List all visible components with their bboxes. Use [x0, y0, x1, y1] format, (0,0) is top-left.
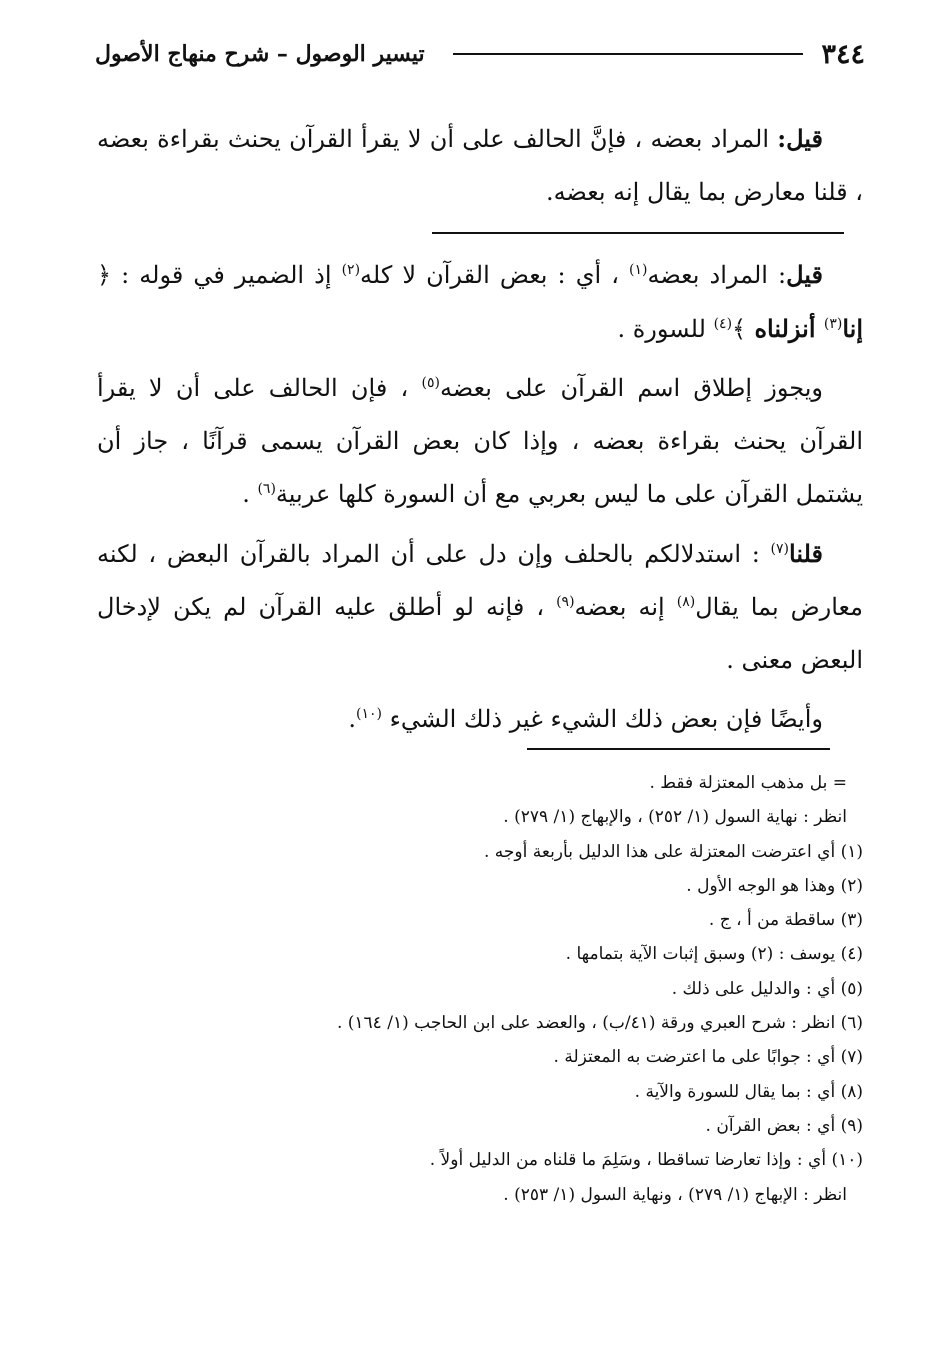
footnote-ref: (٥)	[421, 375, 440, 391]
footnote-separator	[527, 748, 830, 750]
qil-label: قيل	[786, 260, 823, 289]
footnote-ref: (٤)	[713, 316, 733, 332]
commentary-paragraph-4: وأيضًا فإن بعض ذلك الشيء غير ذلك الشيء $^{(١٠)}$.	[348, 705, 823, 733]
quran-bracket-open: ﴿	[97, 261, 112, 289]
footnote-item: انظر : نهاية السول (١/ ٢٥٢) ، والإبهاج (١/ ٢٧٩) .	[503, 807, 847, 828]
footnote-item: (٦) انظر : شرح العبري ورقة (٤١/ب) ، والعضد على ابن الحاجب (١/ ١٦٤) .	[336, 1013, 863, 1034]
footnote-ref: (٧)	[770, 541, 790, 557]
quran-verse: إنا	[842, 314, 863, 343]
commentary-paragraph-2: ويجوز إطلاق اسم القرآن على بعضه$^{(٥)}$ ، فإن الحالف على أن لا يقرأ القرآن يحنث بقراءة بعضه ، وإذا كان بعض القرآن يسمى قرآنًا ، جاز أن يشتمل القرآن على ما ليس بعربي مع أن السورة كلها عربية$^{(٦)}$ .	[97, 374, 863, 508]
footnote-ref: (٩)	[556, 594, 575, 610]
book-title: تيسير الوصول – شرح منهاج الأصول	[95, 41, 425, 67]
matn-separator	[432, 232, 844, 234]
quran-bracket-close: ﴾	[732, 315, 747, 343]
footnote-item: (٩) أي : بعض القرآن .	[705, 1115, 863, 1136]
matn-text	[97, 112, 863, 219]
footnote-ref: (٢)	[341, 262, 361, 278]
footnote-item: (١) أي اعترضت المعتزلة على هذا الدليل بأربعة أوجه .	[483, 841, 863, 862]
footnote-item: = بل مذهب المعتزلة فقط .	[649, 773, 847, 793]
header-rule	[453, 53, 804, 55]
footnote-ref: (٨)	[676, 594, 696, 610]
footnote-item: (٢) وهذا هو الوجه الأول .	[686, 875, 863, 896]
footnote-item: (٧) أي : جوابًا على ما اعترضت به المعتزلة .	[553, 1047, 863, 1068]
matn-label: قيل:	[777, 124, 823, 153]
footnotes	[190, 766, 863, 1212]
footnote-ref: (٣)	[823, 316, 843, 332]
footnote-item: (١٠) أي : وإذا تعارضا تساقطا ، وسَلِمَ ما قلناه من الدليل أولاً .	[429, 1150, 863, 1171]
footnote-item: (٤) يوسف : (٢) وسبق إثبات الآية بتمامها .	[565, 944, 863, 965]
commentary-paragraph-3: قلنا$^{(٧)}$ : استدلالكم بالحلف وإن دل على أن المراد بالقرآن البعض ، لكنه معارض بما يقال$^{(٨)}$ إنه بعضه$^{(٩)}$ ، فإنه لو أطلق عليه القرآن لم يكن لإدخال البعض معنى .	[97, 539, 863, 674]
matn-body: المراد بعضه ، فإنَّ الحالف على أن لا يقرأ القرآن يحنث بقراءة بعضه ، قلنا معارض بما يقال إنه بعضه.	[97, 125, 863, 206]
footnote-ref: (٦)	[257, 481, 276, 497]
footnote-item: (٨) أي : بما يقال للسورة والآية .	[634, 1081, 863, 1102]
qulna-label: قلنا	[789, 539, 823, 568]
commentary	[97, 248, 863, 746]
footnote-ref: (١)	[629, 262, 648, 278]
page-number: ٣٤٤	[821, 38, 865, 70]
footnote-item: (٣) ساقطة من أ ، ج .	[708, 910, 863, 931]
footnote-item: انظر : الإبهاج (١/ ٢٧٩) ، ونهاية السول (١/ ٢٥٣) .	[503, 1184, 847, 1205]
commentary-paragraph-1: قيل: المراد بعضه$^{(١)}$ ، أي : بعض القرآن لا كله$^{(٢)}$ إذ الضمير في قوله : ﴿ إنا$^{(٣)}$ أنزلناه ﴾$^{(٤)}$ للسورة .	[97, 260, 863, 343]
footnote-ref: (١٠)	[356, 706, 382, 722]
running-header	[95, 32, 865, 76]
quran-verse: أنزلناه	[746, 314, 824, 343]
footnote-item: (٥) أي : والدليل على ذلك .	[671, 978, 863, 999]
